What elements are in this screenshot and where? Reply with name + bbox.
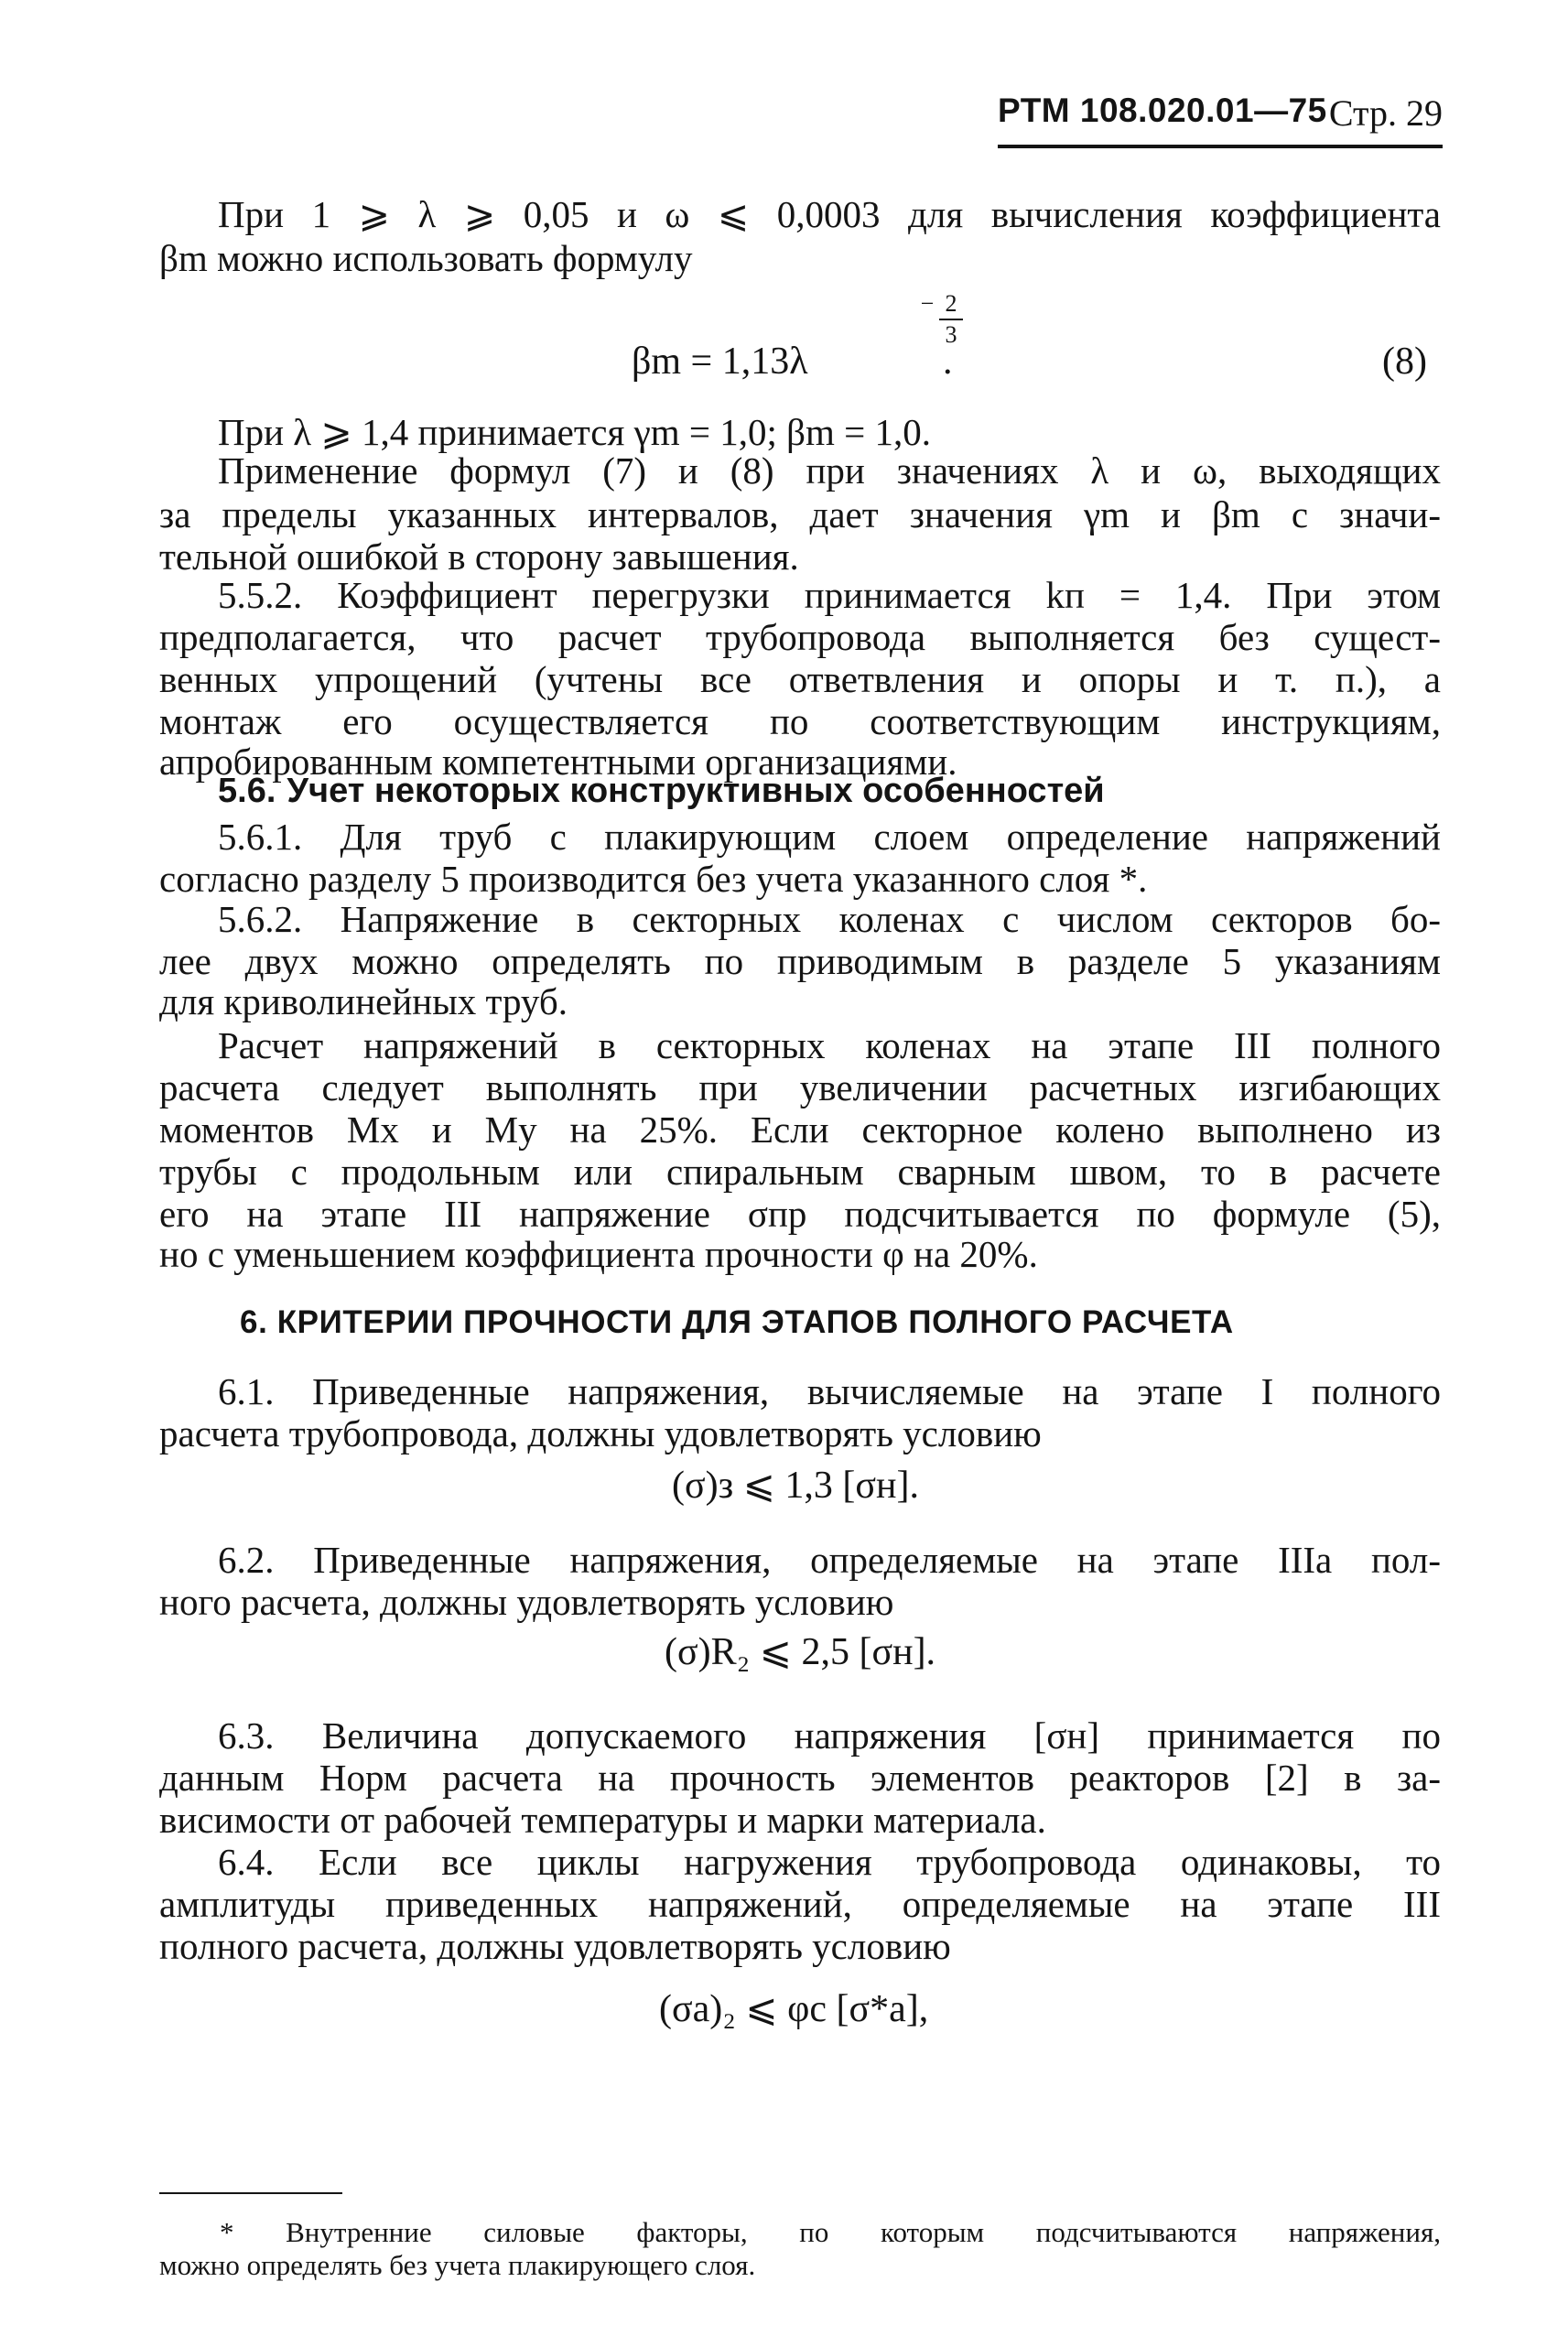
chapter-heading: 6. КРИТЕРИИ ПРОЧНОСТИ ДЛЯ ЭТАПОВ ПОЛНОГО РАСЧЕТА (240, 1304, 1234, 1340)
text-line: βm можно использовать формулу (159, 237, 693, 279)
formula-8: βm = 1,13λ (632, 341, 808, 383)
text-line: монтаж его осуществляется по соответствующим инструкциям, (159, 700, 1441, 742)
text-line: 5.6.2. Напряжение в секторных коленах с числом секторов бо- (218, 898, 1441, 940)
text-line: 6.4. Если все циклы нагружения трубопровода одинаковы, то (218, 1841, 1441, 1883)
formula-8-exponent-fraction: 2 3 (939, 291, 963, 348)
text-line: венных упрощений (учтены все ответвления и опоры и т. п.), а (159, 658, 1441, 700)
footnote-divider (159, 2192, 342, 2194)
page-number: Стр. 29 (1328, 92, 1443, 134)
text-line: расчета следует выполнять при увеличении расчетных изгибающих (159, 1066, 1441, 1108)
equation-number: (8) (1382, 341, 1427, 383)
text-line: моментов Mx и My на 25%. Если секторное колено выполнено из (159, 1108, 1441, 1151)
text-line: При 1 ⩾ λ ⩾ 0,05 и ω ⩽ 0,0003 для вычисления коэффициента (218, 193, 1441, 235)
text-line: данным Норм расчета на прочность элементов реакторов [2] в за- (159, 1757, 1441, 1799)
text-line: амплитуды приведенных напряжений, определяемые на этапе III (159, 1883, 1441, 1925)
text-line: полного расчета, должны удовлетворять условию (159, 1925, 951, 1967)
formula-6-4: (σa)₂ ⩽ φc [σ*a], (659, 1988, 929, 2030)
text-line: его на этапе III напряжение σпр подсчитывается по формуле (5), (159, 1193, 1441, 1235)
formula-6-2: (σ)R₂ ⩽ 2,5 [σн]. (665, 1631, 936, 1673)
text-line: расчета трубопровода, должны удовлетворять условию (159, 1412, 1042, 1454)
formula-6-1: (σ)з ⩽ 1,3 [σн]. (672, 1465, 919, 1507)
text-line: Расчет напряжений в секторных коленах на этапе III полного (218, 1024, 1441, 1066)
text-line: ного расчета, должны удовлетворять условию (159, 1581, 894, 1623)
text-line: Применение формул (7) и (8) при значениях λ и ω, выходящих (218, 449, 1441, 492)
text-line: При λ ⩾ 1,4 принимается γm = 1,0; βm = 1,0. (218, 411, 931, 453)
formula-8-exponent: − (920, 290, 935, 317)
text-line: предполагается, что расчет трубопровода выполняется без сущест- (159, 616, 1441, 658)
text-line: 6.3. Величина допускаемого напряжения [σн] принимается по (218, 1714, 1441, 1757)
document-number: РТМ 108.020.01—75 (998, 92, 1327, 129)
footnote-line: можно определять без учета плакирующего слоя. (159, 2249, 756, 2281)
text-line: тельной ошибкой в сторону завышения. (159, 535, 799, 578)
footnote-line: * Внутренние силовые факторы, по которым подсчитываются напряжения, (220, 2216, 1441, 2248)
text-line: лее двух можно определять по приводимым в разделе 5 указаниям (159, 940, 1441, 982)
text-line: 5.6.1. Для труб с плакирующим слоем определение напряжений (218, 816, 1441, 858)
text-line: 6.2. Приведенные напряжения, определяемые на этапе IIIа пол- (218, 1539, 1441, 1581)
formula-8-period: . (943, 341, 953, 383)
text-line: но с уменьшением коэффициента прочности φ на 20%. (159, 1233, 1038, 1275)
text-line: трубы с продольным или спиральным сварным швом, то в расчете (159, 1151, 1441, 1193)
text-line: 5.5.2. Коэффициент перегрузки принимается kп = 1,4. При этом (218, 574, 1441, 616)
running-header (998, 90, 1443, 148)
text-line: апробированным компетентными организациями. (159, 741, 957, 783)
text-line: согласно разделу 5 производится без учета указанного слоя *. (159, 858, 1148, 900)
text-line: 6.1. Приведенные напряжения, вычисляемые на этапе I полного (218, 1370, 1441, 1412)
text-line: за пределы указанных интервалов, дает значения γm и βm с значи- (159, 493, 1441, 535)
section-heading: 5.6. Учет некоторых конструктивных особенностей (218, 772, 1105, 810)
text-line: для криволинейных труб. (159, 980, 568, 1022)
text-line: висимости от рабочей температуры и марки материала. (159, 1799, 1046, 1841)
